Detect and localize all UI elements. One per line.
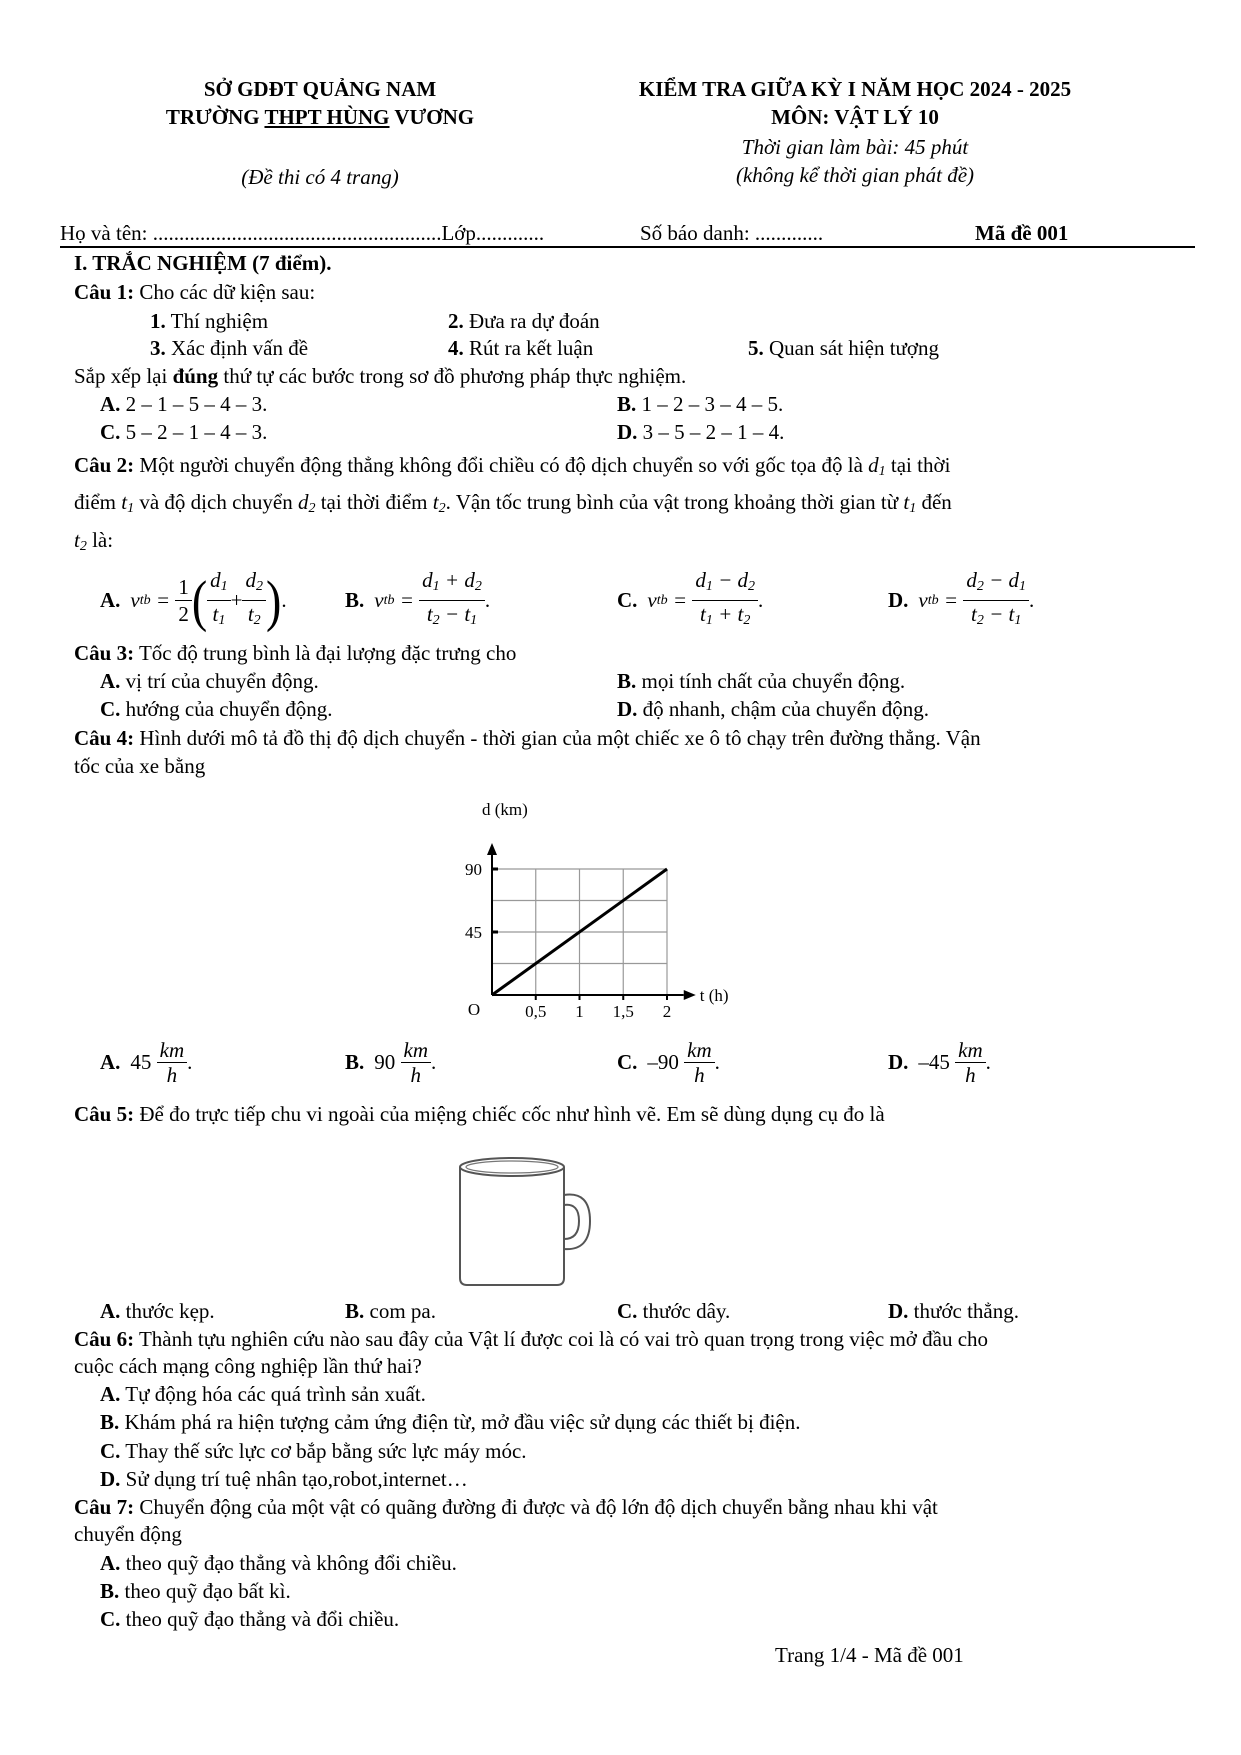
q4-line2: tốc của xe bằng: [74, 754, 206, 778]
x-axis-arrow: [684, 990, 696, 1000]
q2-option-b: B. v tb = $\frac{d_1 + d_2}{t_2 - t_1}$ .: [345, 568, 491, 628]
q3-option-d: D. độ nhanh, chậm của chuyển động.: [617, 697, 930, 721]
q7-option-a: A. theo quỹ đạo thẳng và không đổi chiều.: [100, 1551, 457, 1575]
exam-title: KIỂM TRA GIỮA KỲ I NĂM HỌC 2024 - 2025: [638, 77, 1072, 101]
q6-option-b: B. Khám phá ra hiện tượng cảm ứng điện từ, mở đầu việc sử dụng các thiết bị điện.: [100, 1410, 801, 1434]
x-axis-label: t (h): [699, 986, 729, 1005]
q1-option-d: D. 3 – 5 – 2 – 1 – 4.: [617, 420, 785, 444]
q4-option-d: D. –45 $\frac{km}{h}$ .: [888, 1038, 991, 1087]
q1-item-1: 1. Thí nghiệm: [150, 309, 269, 333]
q6-option-c: C. Thay thế sức lực cơ bắp bằng sức lực máy móc.: [100, 1439, 527, 1463]
page-footer: Trang 1/4 - Mã đề 001: [775, 1643, 964, 1667]
y-tick-label-0: 45: [465, 923, 482, 942]
mug-illustration: [455, 1155, 595, 1290]
q4-line1: Câu 4: Hình dưới mô tả đồ thị độ dịch chuyển - thời gian của một chiếc xe ô tô chạy trên đường thẳng. Vận: [74, 726, 981, 750]
q4-option-c: C. –90 $\frac{km}{h}$ .: [617, 1038, 720, 1087]
q1-option-c: C. 5 – 2 – 1 – 4 – 3.: [100, 420, 268, 444]
q1-item-5: 5. Quan sát hiện tượng: [748, 336, 940, 360]
q7-line2: chuyển động: [74, 1522, 182, 1546]
q3-option-c: C. hướng của chuyển động.: [100, 697, 333, 721]
q5-option-a: A. thước kẹp.: [100, 1299, 215, 1323]
exam-code: Mã đề 001: [975, 221, 1069, 245]
q1-text: Câu 1: Cho các dữ kiện sau:: [74, 280, 316, 304]
q1-option-b: B. 1 – 2 – 3 – 4 – 5.: [617, 392, 784, 416]
x-tick-label-3: 2: [662, 1002, 672, 1021]
q5-option-d: D. thước thẳng.: [888, 1299, 1019, 1323]
q1-item-3: 3. Xác định vấn đề: [150, 336, 309, 360]
q6-option-d: D. Sử dụng trí tuệ nhân tạo,robot,internet…: [100, 1467, 468, 1491]
q1-option-a: A. 2 – 1 – 5 – 4 – 3.: [100, 392, 268, 416]
time-note: (không kể thời gian phát đề): [735, 163, 975, 187]
header-divider: [60, 246, 1195, 248]
displacement-time-chart: [450, 795, 750, 1035]
q2-line1: Câu 2: Một người chuyển động thẳng không đổi chiều có độ dịch chuyển so với gốc tọa độ là $d_1$ tại thời: [74, 453, 951, 479]
x-tick-label-2: 1,5: [612, 1002, 634, 1021]
q4-option-a: A. 45 $\frac{km}{h}$ .: [100, 1038, 193, 1087]
q1-item-4: 4. Rút ra kết luận: [448, 336, 594, 360]
school-name: TRƯỜNG THPT HÙNG VƯƠNG: [165, 105, 475, 129]
y-axis-arrow: [487, 843, 497, 855]
q2-option-c: C. v tb = $\frac{d_1 - d_2}{t_1 + t_2}$ .: [617, 568, 764, 628]
y-tick-label-1: 90: [465, 860, 482, 879]
q3-text: Câu 3: Tốc độ trung bình là đại lượng đặc trưng cho: [74, 641, 517, 665]
q3-option-b: B. mọi tính chất của chuyển động.: [617, 669, 906, 693]
q3-option-a: A. vị trí của chuyển động.: [100, 669, 319, 693]
q6-option-a: A. Tự động hóa các quá trình sản xuất.: [100, 1382, 426, 1406]
q7-option-b: B. theo quỹ đạo bất kì.: [100, 1579, 291, 1603]
origin-label: O: [467, 1000, 481, 1019]
q7-option-c: C. theo quỹ đạo thẳng và đổi chiều.: [100, 1607, 400, 1631]
student-id-field: Số báo danh: .............: [640, 221, 824, 245]
q6-line1: Câu 6: Thành tựu nghiên cứu nào sau đây của Vật lí được coi là có vai trò quan trọng trong việc mở đầu cho: [74, 1327, 989, 1351]
q7-line1: Câu 7: Chuyển động của một vật có quãng đường đi được và độ lớn độ dịch chuyển bằng nhau khi vật: [74, 1495, 938, 1519]
y-axis-label: d (km): [482, 800, 528, 819]
q6-line2: cuộc cách mạng công nghiệp lần thứ hai?: [74, 1354, 422, 1378]
x-tick-label-0: 0,5: [525, 1002, 547, 1021]
q5-option-c: C. thước dây.: [617, 1299, 731, 1323]
q5-text: Câu 5: Để đo trực tiếp chu vi ngoài của miệng chiếc cốc như hình vẽ. Em sẽ dùng dụng cụ đo là: [74, 1102, 885, 1126]
section-title: I. TRẮC NGHIỆM (7 điểm).: [74, 251, 332, 275]
time-limit: Thời gian làm bài: 45 phút: [741, 135, 969, 159]
x-tick-label-1: 1: [575, 1002, 584, 1021]
subject: MÔN: VẬT LÝ 10: [771, 105, 939, 129]
q2-option-a: A. v tb = $\frac{1}{2}$ ( $\frac{d_1}{t_1}$ + $\frac{d_2}{t_2}$ ) .: [100, 568, 287, 632]
student-name-field: Họ và tên: .......................................................Lớp.............: [60, 221, 545, 245]
school-department: SỞ GDĐT QUẢNG NAM: [203, 77, 437, 101]
q4-option-b: B. 90 $\frac{km}{h}$ .: [345, 1038, 437, 1087]
page-count-note: (Đề thi có 4 trang): [241, 165, 399, 189]
q2-line3: $t_2$ là:: [74, 528, 114, 554]
chart-labels: [465, 800, 729, 1021]
q1-item-2: 2. Đưa ra dự đoán: [448, 309, 600, 333]
q2-option-d: D. v tb = $\frac{d_2 - d_1}{t_2 - t_1}$ .: [888, 568, 1035, 628]
q5-option-b: B. com pa.: [345, 1299, 436, 1323]
q1-prompt: Sắp xếp lại đúng thứ tự các bước trong sơ đồ phương pháp thực nghiệm.: [74, 364, 687, 388]
q2-line2: điểm $t_1$ và độ dịch chuyển $d_2$ tại thời điểm $t_2$. Vận tốc trung bình của vật trong khoảng thời gian từ $t_1$ đến: [74, 490, 952, 516]
